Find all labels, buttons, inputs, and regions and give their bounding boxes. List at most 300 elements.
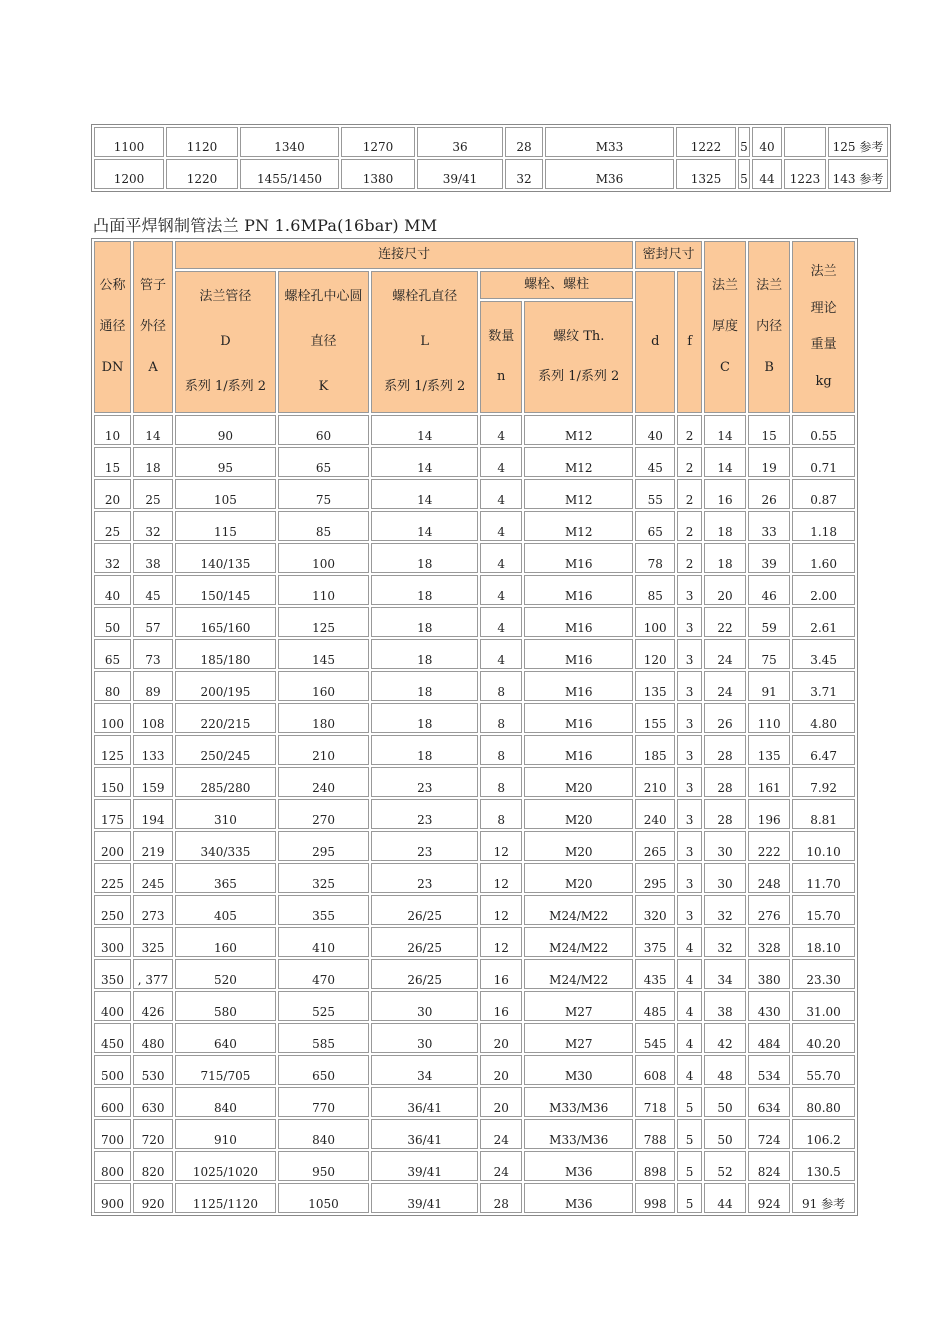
table-cell: 0.87 <box>792 479 855 509</box>
table-cell: 135 <box>748 735 790 765</box>
flange-dimension-table <box>91 238 858 1216</box>
table-cell: M12 <box>524 447 633 477</box>
header-bolt-hole-diameter: 螺栓孔直径 L 系列 1/系列 2 <box>371 271 478 413</box>
table-cell: 340/335 <box>175 831 276 861</box>
table-cell: 80 <box>94 671 131 701</box>
table-cell: 65 <box>635 511 675 541</box>
table-cell: 165/160 <box>175 607 276 637</box>
table-cell: 824 <box>748 1151 790 1181</box>
table-cell: 39 <box>748 543 790 573</box>
table-cell: 44 <box>752 159 782 189</box>
table-cell: 3 <box>677 575 702 605</box>
header-flange-thickness: 法兰 厚度 C <box>704 241 746 413</box>
table-cell: 32 <box>133 511 173 541</box>
table-cell: 18 <box>133 447 173 477</box>
table-cell: 608 <box>635 1055 675 1085</box>
table-cell: 8 <box>480 767 522 797</box>
table-row <box>94 863 855 893</box>
table-cell: 2 <box>677 415 702 445</box>
table-cell: 38 <box>133 543 173 573</box>
table-cell: 125 <box>278 607 369 637</box>
table-cell: 7.92 <box>792 767 855 797</box>
table-cell: 924 <box>748 1183 790 1213</box>
table-cell: 24 <box>704 671 746 701</box>
table-cell: 115 <box>175 511 276 541</box>
table-row <box>94 895 855 925</box>
table-cell: M24/M22 <box>524 959 633 989</box>
table-cell: M20 <box>524 863 633 893</box>
table-cell: 18 <box>371 607 478 637</box>
table-cell: 3 <box>677 799 702 829</box>
table-cell: 240 <box>278 767 369 797</box>
table-cell: 430 <box>748 991 790 1021</box>
table-cell: 26 <box>704 703 746 733</box>
table-row <box>94 927 855 957</box>
table-cell: 28 <box>704 767 746 797</box>
table-cell: 73 <box>133 639 173 669</box>
table-cell: 100 <box>635 607 675 637</box>
table-cell: 40 <box>94 575 131 605</box>
header-pipe-outer-diameter: 管子 外径 A <box>133 241 173 413</box>
table-cell: 18 <box>704 543 746 573</box>
table-cell: 715/705 <box>175 1055 276 1085</box>
table-cell: 4 <box>677 1055 702 1085</box>
table-cell: 6.47 <box>792 735 855 765</box>
table-cell: 32 <box>704 927 746 957</box>
table-cell: 18.10 <box>792 927 855 957</box>
table-cell: 130.5 <box>792 1151 855 1181</box>
table-cell: 185/180 <box>175 639 276 669</box>
table-cell: 100 <box>278 543 369 573</box>
table-cell: 194 <box>133 799 173 829</box>
table-cell: 159 <box>133 767 173 797</box>
table-cell: 1.60 <box>792 543 855 573</box>
table-cell: 3 <box>677 735 702 765</box>
table-row <box>94 607 855 637</box>
table-cell: 11.70 <box>792 863 855 893</box>
table-row <box>94 735 855 765</box>
table-cell: 4 <box>480 447 522 477</box>
table-cell: 840 <box>175 1087 276 1117</box>
table-cell: 10 <box>94 415 131 445</box>
header-flange-bore: 法兰管径 D 系列 1/系列 2 <box>175 271 276 413</box>
table-cell: 410 <box>278 927 369 957</box>
table-cell: 55 <box>635 479 675 509</box>
table-cell: 135 <box>635 671 675 701</box>
table-cell: 105 <box>175 479 276 509</box>
table-cell: 100 <box>94 703 131 733</box>
table-cell: 160 <box>175 927 276 957</box>
table-cell: 400 <box>94 991 131 1021</box>
table-cell: 898 <box>635 1151 675 1181</box>
header-sealing-dimensions: 密封尺寸 <box>635 241 702 269</box>
table-row <box>94 1183 855 1213</box>
table-cell: 16 <box>480 959 522 989</box>
table-cell: 1380 <box>341 159 415 189</box>
table-cell: 12 <box>480 927 522 957</box>
table-cell: 700 <box>94 1119 131 1149</box>
table-cell: 920 <box>133 1183 173 1213</box>
table-cell: 788 <box>635 1119 675 1149</box>
table-cell: 520 <box>175 959 276 989</box>
table-cell: 57 <box>133 607 173 637</box>
table-cell: 4 <box>480 607 522 637</box>
table-cell <box>784 127 826 157</box>
table-cell: 19 <box>748 447 790 477</box>
table-cell: 155 <box>635 703 675 733</box>
table-cell: 250/245 <box>175 735 276 765</box>
table-cell: 405 <box>175 895 276 925</box>
table-cell: 90 <box>175 415 276 445</box>
table-cell: 4 <box>677 927 702 957</box>
table-cell: 5 <box>677 1151 702 1181</box>
table-row <box>94 767 855 797</box>
table-cell: 40 <box>635 415 675 445</box>
table-cell: 300 <box>94 927 131 957</box>
table-row <box>94 447 855 477</box>
table-cell: 44 <box>704 1183 746 1213</box>
table-cell: 200/195 <box>175 671 276 701</box>
table-cell: 18 <box>371 735 478 765</box>
header-bolt-circle-diameter: 螺栓孔中心圆 直径 K <box>278 271 369 413</box>
table-cell: 426 <box>133 991 173 1021</box>
table-cell: M24/M22 <box>524 895 633 925</box>
table-cell: 4 <box>480 543 522 573</box>
table-cell: 220/215 <box>175 703 276 733</box>
table-cell: 245 <box>133 863 173 893</box>
table-cell: 240 <box>635 799 675 829</box>
table-cell: 8 <box>480 703 522 733</box>
header-flange-inner-diameter: 法兰 内径 B <box>748 241 790 413</box>
table-row <box>94 127 888 157</box>
table-cell: M16 <box>524 639 633 669</box>
table-cell: 2 <box>677 511 702 541</box>
table-cell: 1325 <box>676 159 736 189</box>
table-cell: 534 <box>748 1055 790 1085</box>
table-cell: 24 <box>480 1119 522 1149</box>
table-cell: M33 <box>545 127 674 157</box>
table-cell: 30 <box>704 831 746 861</box>
table-cell: M30 <box>524 1055 633 1085</box>
table-cell: 295 <box>278 831 369 861</box>
table-cell: 10.10 <box>792 831 855 861</box>
table-cell: 1220 <box>166 159 238 189</box>
table-cell: 1125/1120 <box>175 1183 276 1213</box>
table-cell: 20 <box>480 1023 522 1053</box>
table-cell: 5 <box>738 159 750 189</box>
table-cell: 38 <box>704 991 746 1021</box>
table-cell: 28 <box>505 127 543 157</box>
table-cell: 34 <box>371 1055 478 1085</box>
table-cell: 133 <box>133 735 173 765</box>
table-cell: 8.81 <box>792 799 855 829</box>
table-cell: 14 <box>704 447 746 477</box>
table-cell: 718 <box>635 1087 675 1117</box>
table-cell: 25 <box>133 479 173 509</box>
table-cell: 5 <box>677 1183 702 1213</box>
table-cell: 5 <box>738 127 750 157</box>
table-header <box>94 241 855 413</box>
table-cell: 2.61 <box>792 607 855 637</box>
table-row <box>94 1087 855 1117</box>
table-cell: 75 <box>748 639 790 669</box>
table-row <box>94 1023 855 1053</box>
table-cell: 30 <box>371 991 478 1021</box>
table-row <box>94 831 855 861</box>
table-row <box>94 703 855 733</box>
table-cell: 4.80 <box>792 703 855 733</box>
table-cell: 480 <box>133 1023 173 1053</box>
table-row <box>94 799 855 829</box>
table-cell: 28 <box>704 735 746 765</box>
table-cell: 39/41 <box>371 1151 478 1181</box>
table-cell: 24 <box>704 639 746 669</box>
table-cell: 0.71 <box>792 447 855 477</box>
table-cell: 4 <box>677 991 702 1021</box>
table-cell: 18 <box>371 703 478 733</box>
table-cell: M16 <box>524 543 633 573</box>
table-cell: 140/135 <box>175 543 276 573</box>
table-cell: 125 <box>94 735 131 765</box>
table-cell: 2 <box>677 447 702 477</box>
table-row <box>94 415 855 445</box>
table-cell: 161 <box>748 767 790 797</box>
table-cell: M12 <box>524 415 633 445</box>
table-cell: 65 <box>278 447 369 477</box>
table-cell: 160 <box>278 671 369 701</box>
table-cell: 143 参考 <box>828 159 888 189</box>
table-cell: 48 <box>704 1055 746 1085</box>
table-cell: 15 <box>94 447 131 477</box>
table-cell: 175 <box>94 799 131 829</box>
table-cell: 2 <box>677 479 702 509</box>
table-cell: 630 <box>133 1087 173 1117</box>
table-cell: 180 <box>278 703 369 733</box>
table-row <box>94 575 855 605</box>
table-row <box>94 1055 855 1085</box>
table-cell: 120 <box>635 639 675 669</box>
table-cell: 310 <box>175 799 276 829</box>
table-cell: 85 <box>278 511 369 541</box>
table-cell: 50 <box>704 1119 746 1149</box>
table-cell: M27 <box>524 991 633 1021</box>
table-cell: 650 <box>278 1055 369 1085</box>
table-cell: 365 <box>175 863 276 893</box>
header-seal-d: d <box>635 271 675 413</box>
table-cell: 15 <box>748 415 790 445</box>
table-cell: M16 <box>524 735 633 765</box>
table-cell: 14 <box>704 415 746 445</box>
table-row <box>94 991 855 1021</box>
table-cell: 20 <box>704 575 746 605</box>
table-cell: M16 <box>524 671 633 701</box>
table-cell: 50 <box>94 607 131 637</box>
table-cell: M20 <box>524 831 633 861</box>
table-cell: 14 <box>371 415 478 445</box>
table-cell: 1222 <box>676 127 736 157</box>
table-cell: 150 <box>94 767 131 797</box>
table-cell: 720 <box>133 1119 173 1149</box>
table-cell: 28 <box>480 1183 522 1213</box>
table-cell: 12 <box>480 895 522 925</box>
table-cell: 210 <box>635 767 675 797</box>
table-cell: 470 <box>278 959 369 989</box>
table-cell: 36/41 <box>371 1087 478 1117</box>
table-cell: 36/41 <box>371 1119 478 1149</box>
table-cell: 1120 <box>166 127 238 157</box>
table-cell: 14 <box>371 511 478 541</box>
section-title: 凸面平焊钢制管法兰 PN 1.6MPa(16bar) MM <box>93 216 438 235</box>
header-bolts-studs: 螺栓、螺柱 <box>480 271 633 299</box>
table-cell: 4 <box>480 479 522 509</box>
table-cell: M20 <box>524 767 633 797</box>
table-cell: 820 <box>133 1151 173 1181</box>
table-cell: 26/25 <box>371 927 478 957</box>
table-cell: 910 <box>175 1119 276 1149</box>
table-cell: 998 <box>635 1183 675 1213</box>
header-seal-f: f <box>677 271 702 413</box>
table-cell: 16 <box>704 479 746 509</box>
table-cell: 33 <box>748 511 790 541</box>
table-cell: 23 <box>371 767 478 797</box>
table-cell: 530 <box>133 1055 173 1085</box>
table-cell: 32 <box>505 159 543 189</box>
table-cell: 3.71 <box>792 671 855 701</box>
continued-flange-table <box>91 124 891 192</box>
table-cell: 12 <box>480 831 522 861</box>
table-row <box>94 159 888 189</box>
table-cell: 14 <box>133 415 173 445</box>
table-cell: 85 <box>635 575 675 605</box>
table-cell: M20 <box>524 799 633 829</box>
table-cell: 1.18 <box>792 511 855 541</box>
table-cell: 210 <box>278 735 369 765</box>
table-cell: 500 <box>94 1055 131 1085</box>
table-cell: 380 <box>748 959 790 989</box>
table-cell: 3 <box>677 639 702 669</box>
header-connection-dimensions: 连接尺寸 <box>175 241 633 269</box>
table-cell: 4 <box>480 639 522 669</box>
table-cell: 3 <box>677 607 702 637</box>
table-cell: 23 <box>371 799 478 829</box>
table-cell: M36 <box>545 159 674 189</box>
table-cell: 1340 <box>240 127 339 157</box>
table-cell: 485 <box>635 991 675 1021</box>
table-cell: 196 <box>748 799 790 829</box>
table-cell: 36 <box>417 127 503 157</box>
table-cell: 8 <box>480 671 522 701</box>
table-cell: 900 <box>94 1183 131 1213</box>
table-cell: 108 <box>133 703 173 733</box>
table-cell: 724 <box>748 1119 790 1149</box>
table-cell: , 377 <box>133 959 173 989</box>
table-cell: 285/280 <box>175 767 276 797</box>
table-cell: 3 <box>677 767 702 797</box>
table-cell: 8 <box>480 735 522 765</box>
table-cell: 185 <box>635 735 675 765</box>
table-cell: 55.70 <box>792 1055 855 1085</box>
table-cell: 50 <box>704 1087 746 1117</box>
table-row <box>94 639 855 669</box>
table-cell: 840 <box>278 1119 369 1149</box>
header-flange-weight: 法兰 理论 重量 kg <box>792 241 855 413</box>
header-bolt-count: 数量 n <box>480 301 522 413</box>
table-cell: 800 <box>94 1151 131 1181</box>
header-nominal-diameter: 公称 通径 DN <box>94 241 131 413</box>
table-cell: 40.20 <box>792 1023 855 1053</box>
table-cell: 28 <box>704 799 746 829</box>
table-cell: 325 <box>133 927 173 957</box>
table-cell: 3 <box>677 831 702 861</box>
table-cell: 350 <box>94 959 131 989</box>
table-cell: 435 <box>635 959 675 989</box>
table-cell: 3 <box>677 671 702 701</box>
table-cell: 250 <box>94 895 131 925</box>
header-thread: 螺纹 Th. 系列 1/系列 2 <box>524 301 633 413</box>
table-cell: 2.00 <box>792 575 855 605</box>
table-cell: 40 <box>752 127 782 157</box>
table-cell: 18 <box>704 511 746 541</box>
table-cell: M16 <box>524 575 633 605</box>
table-cell: 8 <box>480 799 522 829</box>
table-cell: 265 <box>635 831 675 861</box>
table-cell: 26/25 <box>371 959 478 989</box>
table-cell: 16 <box>480 991 522 1021</box>
table-cell: 5 <box>677 1119 702 1149</box>
table-cell: 95 <box>175 447 276 477</box>
table-cell: 273 <box>133 895 173 925</box>
table-cell: M16 <box>524 607 633 637</box>
table-cell: 634 <box>748 1087 790 1117</box>
table-row <box>94 959 855 989</box>
table-cell: 1270 <box>341 127 415 157</box>
table-cell: 26 <box>748 479 790 509</box>
table-cell: 770 <box>278 1087 369 1117</box>
table-cell: 34 <box>704 959 746 989</box>
table-cell: 295 <box>635 863 675 893</box>
table-cell: M16 <box>524 703 633 733</box>
table-cell: 1025/1020 <box>175 1151 276 1181</box>
table-cell: 30 <box>371 1023 478 1053</box>
table-cell: M24/M22 <box>524 927 633 957</box>
table-cell: 25 <box>94 511 131 541</box>
table-cell: 222 <box>748 831 790 861</box>
table-cell: 3 <box>677 863 702 893</box>
continued-table-body <box>94 127 888 189</box>
table-row <box>94 511 855 541</box>
table-cell: 1200 <box>94 159 164 189</box>
table-cell: M33/M36 <box>524 1087 633 1117</box>
table-cell: 355 <box>278 895 369 925</box>
table-cell: M12 <box>524 511 633 541</box>
table-cell: 4 <box>677 959 702 989</box>
table-cell: 320 <box>635 895 675 925</box>
table-cell: 24 <box>480 1151 522 1181</box>
table-cell: 78 <box>635 543 675 573</box>
table-cell: 32 <box>704 895 746 925</box>
table-cell: 18 <box>371 639 478 669</box>
table-cell: 4 <box>480 511 522 541</box>
table-cell: 1223 <box>784 159 826 189</box>
table-cell: 39/41 <box>417 159 503 189</box>
table-cell: 200 <box>94 831 131 861</box>
table-row <box>94 543 855 573</box>
table-cell: 30 <box>704 863 746 893</box>
table-row <box>94 1151 855 1181</box>
table-cell: 91 <box>748 671 790 701</box>
table-cell: 32 <box>94 543 131 573</box>
table-cell: 1455/1450 <box>240 159 339 189</box>
